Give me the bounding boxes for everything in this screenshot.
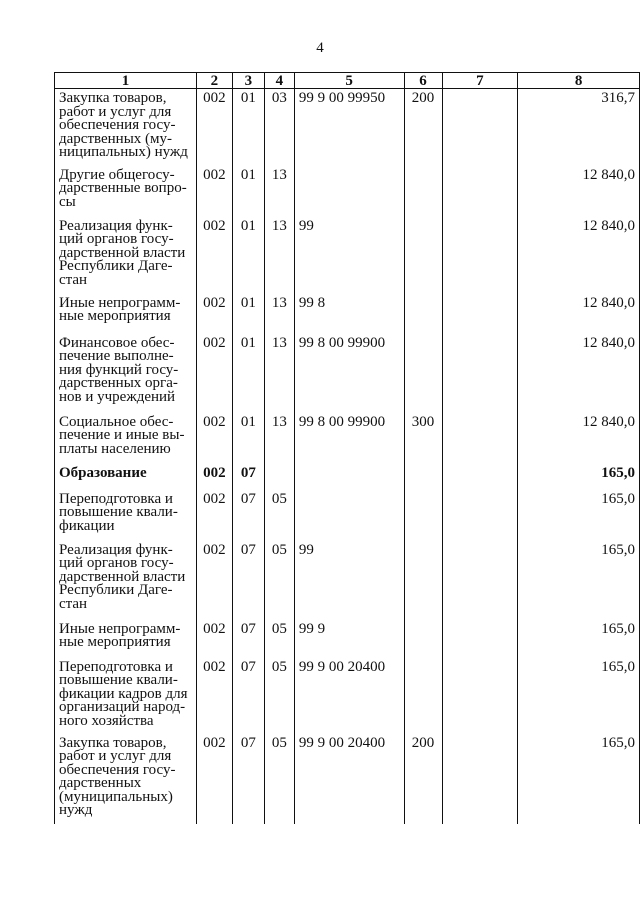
row-name-text: Иные непрограмм- ные мероприятия: [59, 294, 181, 324]
table-header: [55, 73, 640, 89]
row-section: [232, 734, 264, 824]
row-amount-text: 12 840,0: [582, 334, 635, 351]
row-col-7: [442, 541, 518, 620]
row-target-article-text: 99 9 00 20400: [298, 658, 386, 675]
row-col-7: [442, 464, 518, 490]
row-admin-code: [196, 413, 232, 464]
budget-table: [54, 72, 640, 824]
row-expense-type: [404, 89, 442, 166]
row-target-article: [294, 166, 404, 217]
row-name: [55, 166, 197, 217]
row-section: [232, 166, 264, 217]
header-col-2: 2: [196, 73, 232, 89]
row-admin-code: [196, 89, 232, 166]
row-section: [232, 541, 264, 620]
row-name-text: Другие общегосу- дарственные вопро- сы: [59, 166, 187, 210]
row-section: [232, 217, 264, 294]
row-subsection-text: 13: [271, 334, 287, 351]
header-col-6: 6: [404, 73, 442, 89]
row-admin-code-text: 002: [203, 734, 226, 751]
row-name-text: Закупка товаров, работ и услуг для обеспечения госу- дарственных (муниципальных) нужд: [59, 734, 176, 818]
row-name: [55, 620, 197, 658]
row-section-text: 01: [240, 217, 256, 234]
row-admin-code: [196, 658, 232, 734]
row-amount: [518, 541, 640, 620]
row-expense-type: [404, 734, 442, 824]
row-admin-code-text: 002: [203, 413, 226, 430]
row-amount: [518, 217, 640, 294]
row-name: [55, 294, 197, 334]
row-admin-code: [196, 734, 232, 824]
row-amount-text: 165,0: [601, 541, 635, 558]
row-admin-code-text: 002: [203, 334, 226, 351]
row-amount: [518, 413, 640, 464]
row-target-article: [294, 734, 404, 824]
row-expense-type-text: 300: [411, 413, 435, 430]
row-name: [55, 413, 197, 464]
row-subsection-text: 13: [271, 166, 287, 183]
row-name: [55, 89, 197, 166]
row-section-text: 07: [240, 734, 256, 751]
row-admin-code-text: 002: [203, 541, 226, 558]
page-number: 4: [316, 40, 324, 56]
row-name-text: Финансовое обес- печение выполне- ния функций госу- дарственных орга- нов и учреждений: [59, 334, 179, 405]
row-admin-code: [196, 541, 232, 620]
row-subsection-text: 13: [271, 413, 287, 430]
row-expense-type: [404, 620, 442, 658]
row-section: [232, 464, 264, 490]
row-section: [232, 294, 264, 334]
row-target-article: [294, 464, 404, 490]
row-name-text: Иные непрограмм- ные мероприятия: [59, 620, 181, 650]
row-expense-type: [404, 413, 442, 464]
row-section: [232, 620, 264, 658]
row-target-article: [294, 217, 404, 294]
row-admin-code-text: 002: [203, 490, 226, 507]
row-section: [232, 658, 264, 734]
header-col-5: 5: [294, 73, 404, 89]
row-target-article: [294, 658, 404, 734]
row-name-text: Образование: [59, 464, 147, 481]
row-admin-code: [196, 166, 232, 217]
row-admin-code-text: 002: [203, 658, 226, 675]
table-row: [55, 217, 640, 294]
table-row: [55, 620, 640, 658]
row-col-7: [442, 89, 518, 166]
row-amount: [518, 334, 640, 413]
row-subsection-text: 05: [271, 734, 287, 751]
row-amount-text: 12 840,0: [582, 294, 635, 311]
row-name: [55, 490, 197, 541]
row-section-text: 07: [240, 658, 256, 675]
row-subsection: [264, 294, 294, 334]
row-admin-code: [196, 464, 232, 490]
row-target-article-text: 99 9 00 20400: [298, 734, 386, 751]
row-target-article: [294, 413, 404, 464]
header-col-8: 8: [518, 73, 640, 89]
row-subsection: [264, 166, 294, 217]
row-expense-type: [404, 658, 442, 734]
row-expense-type-text: 200: [411, 734, 435, 751]
header-row: [55, 73, 640, 89]
row-subsection-text: 03: [271, 90, 287, 106]
table-row: [55, 413, 640, 464]
table-row: [55, 541, 640, 620]
row-name-text: Закупка товаров, работ и услуг для обеспечения госу- дарственных (му- ниципальных) нужд: [59, 90, 188, 160]
row-admin-code-text: 002: [203, 217, 226, 234]
row-admin-code: [196, 294, 232, 334]
row-expense-type: [404, 166, 442, 217]
row-subsection-text: 05: [271, 658, 287, 675]
row-amount-text: 12 840,0: [582, 413, 635, 430]
row-subsection: [264, 334, 294, 413]
row-amount: [518, 734, 640, 824]
header-col-4: 4: [264, 73, 294, 89]
table-row: [55, 658, 640, 734]
table-row: [55, 166, 640, 217]
row-admin-code: [196, 620, 232, 658]
row-target-article-text: 99: [298, 217, 314, 234]
row-subsection: [264, 89, 294, 166]
row-admin-code-text: 002: [203, 294, 226, 311]
row-col-7: [442, 490, 518, 541]
row-section: [232, 89, 264, 166]
row-subsection-text: 05: [271, 541, 287, 558]
row-amount-text: 165,0: [601, 658, 635, 675]
table-body: [55, 89, 640, 824]
row-section-text: 07: [240, 464, 256, 481]
table-row: [55, 334, 640, 413]
row-subsection: [264, 490, 294, 541]
row-amount: [518, 464, 640, 490]
row-col-7: [442, 294, 518, 334]
row-expense-type: [404, 294, 442, 334]
table-row: [55, 294, 640, 334]
row-section: [232, 490, 264, 541]
row-col-7: [442, 658, 518, 734]
row-name-text: Переподготовка и повышение квали- фикации: [59, 490, 178, 534]
row-target-article: [294, 620, 404, 658]
row-admin-code: [196, 490, 232, 541]
row-amount-text: 316,7: [601, 90, 635, 106]
row-col-7: [442, 334, 518, 413]
row-col-7: [442, 166, 518, 217]
row-amount-text: 165,0: [601, 490, 635, 507]
row-target-article: [294, 334, 404, 413]
row-amount-text: 165,0: [601, 464, 635, 481]
row-subsection-text: 05: [271, 490, 287, 507]
row-col-7: [442, 413, 518, 464]
row-target-article: [294, 490, 404, 541]
row-amount-text: 165,0: [601, 620, 635, 637]
row-subsection-text: 05: [271, 620, 287, 637]
row-target-article-text: 99 8: [298, 294, 326, 311]
row-name-text: Переподготовка и повышение квали- фикации кадров для организаций народ- ного хозяйства: [59, 658, 188, 729]
row-name: [55, 734, 197, 824]
row-target-article-text: 99 9 00 99950: [298, 90, 386, 106]
row-amount-text: 12 840,0: [582, 166, 635, 183]
row-col-7: [442, 620, 518, 658]
row-col-7: [442, 217, 518, 294]
row-target-article: [294, 541, 404, 620]
row-expense-type: [404, 217, 442, 294]
row-subsection: [264, 464, 294, 490]
row-section-text: 07: [240, 541, 256, 558]
row-target-article: [294, 294, 404, 334]
row-name-text: Реализация функ- ций органов госу- дарственной власти Республики Даге- стан: [59, 541, 186, 612]
row-expense-type-text: 200: [411, 90, 435, 106]
row-admin-code: [196, 217, 232, 294]
row-expense-type: [404, 541, 442, 620]
row-name: [55, 464, 197, 490]
row-section-text: 07: [240, 490, 256, 507]
row-name: [55, 541, 197, 620]
row-name: [55, 658, 197, 734]
row-expense-type: [404, 334, 442, 413]
row-target-article-text: 99 8 00 99900: [298, 413, 386, 430]
row-admin-code-text: 002: [203, 620, 226, 637]
row-name-text: Реализация функ- ций органов госу- дарственной власти Республики Даге- стан: [59, 217, 186, 288]
row-amount: [518, 658, 640, 734]
row-section: [232, 413, 264, 464]
table-row: [55, 490, 640, 541]
row-subsection: [264, 413, 294, 464]
header-col-3: 3: [232, 73, 264, 89]
table-row: [55, 734, 640, 824]
row-admin-code-text: 002: [203, 166, 226, 183]
header-col-7: 7: [442, 73, 518, 89]
row-section-text: 01: [240, 334, 256, 351]
row-amount: [518, 166, 640, 217]
row-subsection-text: 13: [271, 217, 287, 234]
row-admin-code: [196, 334, 232, 413]
row-amount-text: 165,0: [601, 734, 635, 751]
row-section: [232, 334, 264, 413]
row-amount: [518, 490, 640, 541]
row-section-text: 01: [240, 90, 256, 106]
row-subsection: [264, 620, 294, 658]
row-section-text: 01: [240, 166, 256, 183]
row-col-7: [442, 734, 518, 824]
row-target-article: [294, 89, 404, 166]
row-name: [55, 334, 197, 413]
row-amount: [518, 294, 640, 334]
row-admin-code-text: 002: [203, 464, 226, 481]
row-amount: [518, 620, 640, 658]
row-subsection-text: 13: [271, 294, 287, 311]
row-subsection: [264, 217, 294, 294]
header-col-1: 1: [55, 73, 197, 89]
row-subsection: [264, 541, 294, 620]
row-section-text: 01: [240, 413, 256, 430]
row-subsection: [264, 734, 294, 824]
row-amount: [518, 89, 640, 166]
row-target-article-text: 99: [298, 541, 314, 558]
row-target-article-text: 99 8 00 99900: [298, 334, 386, 351]
row-expense-type: [404, 464, 442, 490]
row-expense-type: [404, 490, 442, 541]
row-section-text: 07: [240, 620, 256, 637]
row-target-article-text: 99 9: [298, 620, 326, 637]
row-amount-text: 12 840,0: [582, 217, 635, 234]
row-section-text: 01: [240, 294, 256, 311]
table-row: [55, 89, 640, 166]
row-admin-code-text: 002: [203, 90, 226, 106]
table-row: [55, 464, 640, 490]
row-name-text: Социальное обес- печение и иные вы- платы населению: [59, 413, 185, 457]
row-subsection: [264, 658, 294, 734]
row-name: [55, 217, 197, 294]
